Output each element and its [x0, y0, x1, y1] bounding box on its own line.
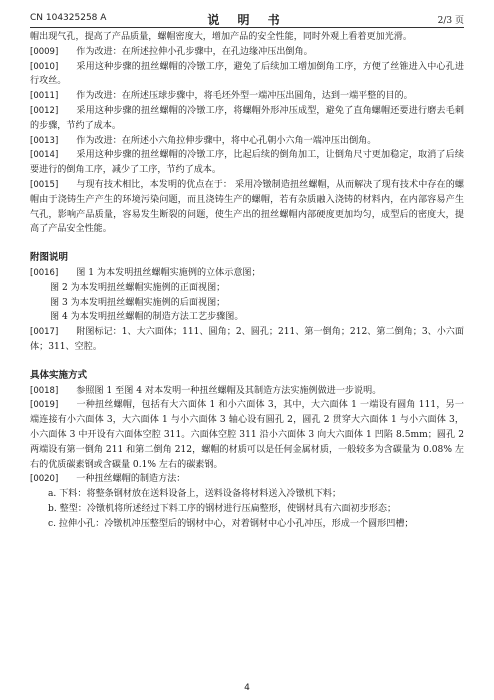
paragraph-0009 [30, 45, 464, 60]
paragraph-0015 [30, 178, 464, 237]
paragraph-number: [0011] [30, 91, 59, 102]
section-heading-embodiment: 具体实施方式 [30, 369, 88, 381]
paragraph-0013 [30, 134, 464, 149]
paragraph-continuation: 帽出现气孔，提高了产品质量，螺帽密度大，增加产品的安全性能，同时外观上看着更加光滑。 [30, 32, 412, 42]
paragraph-0019 [30, 398, 464, 472]
paragraph-0014 [30, 148, 464, 178]
paragraph-0012 [30, 104, 464, 134]
paragraph-number: [0013] [30, 135, 59, 146]
paragraph-text: 采用这种步骤的扭丝螺帽的冷镦工序，将螺帽外形冲压成型，避免了直角螺帽还要进行磨去毛刺的步骤，节约了成本。 [30, 105, 464, 131]
paragraph-number: [0009] [30, 46, 59, 57]
step-c: c. 拉伸小孔：冷镦机冲压整型后的钢材中心，对着钢材中心小孔冲压，形成一个圆形凹槽； [48, 518, 414, 529]
paragraph-text: 一种扭丝螺帽，包括有大六面体 1 和小六面体 3，其中，大六面体 1 一端设有圆角 111，另一端连接有小六面体 3，大六面体 1 与小六面体 3 轴心设有圆孔 2，圆孔 2 贯穿大六面体 1 与小六面体 3，小六面体 3 中开设有六面体空腔 311。六面体空腔 311 沿小六面体 3 向大六面体 1 凹陷 8.5mm；圆孔 2 两端设有第一倒角 211 和第二倒角 212，螺帽的材质可以是任何金属材质，一般较多为含碳量为 0.08% 左右的优质碳素钢或含碳量 0.1% 左右的碳素钢。 [30, 400, 464, 470]
step-a: a. 下料：将整条钢材放在送料设备上，送料设备将材料送入冷镦机下料； [48, 489, 342, 500]
paragraph-number: [0019] [30, 400, 59, 411]
paragraph-text: 采用这种步骤的扭丝螺帽的冷镦工序，避免了后续加工增加倒角工序，方便了丝锥进入中心孔进行攻丝。 [30, 61, 464, 87]
page-number: 4 [244, 683, 250, 693]
paragraph-text: 作为改进：在所述拉伸小孔步骤中，在孔边缘冲压出倒角。 [76, 46, 313, 57]
paragraph-number: [0014] [30, 150, 59, 161]
paragraph-0010 [30, 60, 464, 90]
header-rule [30, 27, 464, 28]
page-indicator: 2/3 页 [437, 16, 464, 26]
figure-caption-4: 图 4 为本发明扭丝螺帽的制造方法工艺步骤图。 [50, 312, 244, 323]
paragraph-number: [0012] [30, 105, 59, 116]
document-type: 说 明 书 [207, 13, 287, 27]
paragraph-0020 [30, 472, 464, 487]
paragraph-0018 [30, 384, 464, 399]
figure-caption-2: 图 2 为本发明扭丝螺帽实施例的正面视图； [50, 282, 226, 293]
paragraph-text: 采用这种步骤的扭丝螺帽的冷镦工序，比起后续的倒角加工，让倒角尺寸更加稳定，取消了后续要进行的倒角工序，减少了工序，节约了成本。 [30, 150, 464, 176]
document-body [30, 30, 464, 532]
page-header [30, 13, 464, 27]
reference-signs: 附图标记：1、大六面体；111、圆角；2、圆孔；211、第一倒角；212、第二倒角；3、小六面体；311、空腔。 [30, 327, 464, 352]
paragraph-text: 参照图 1 至图 4 对本发明一种扭丝螺帽及其制造方法实施例做进一步说明。 [76, 385, 382, 396]
figure-caption-3: 图 3 为本发明扭丝螺帽实施例的后面视图； [50, 297, 226, 308]
step-b: b. 整型：冷镦机将所述经过下料工序的钢材进行压扁整形，使钢材具有六面初步形态； [48, 503, 397, 514]
paragraph-0017 [30, 325, 464, 355]
patent-number: CN 104325258 A [30, 13, 107, 23]
paragraph-number: [0015] [30, 179, 59, 190]
paragraph-number: [0020] [30, 474, 59, 485]
paragraph-0016 [30, 266, 464, 281]
paragraph-text: 作为改进：在所述压球步骤中，将毛坯外型一端冲压出圆角，达到一端平整的目的。 [76, 91, 413, 102]
paragraph-text: 一种扭丝螺帽的制造方法： [76, 474, 186, 485]
paragraph-number: [0018] [30, 385, 59, 396]
paragraph-text: 作为改进：在所述小六角拉伸步骤中，将中心孔朝小六角一端冲压出倒角。 [76, 135, 377, 146]
paragraph-text: 与现有技术相比，本发明的优点在于： 采用冷镦制造扭丝螺帽，从而解决了现有技术中存在的螺帽由于浇铸生产产生的环境污染问题，而且浇铸生产的螺帽，若有杂质融入浇铸的材料内，在内部容易产生气孔，影响产品质量，容易发生断裂的问题，使生产出的扭丝螺帽内部硬度更加均匀，成型后的密度大，提高了产品安全性能。 [30, 179, 464, 235]
paragraph-number: [0016] [30, 267, 59, 278]
figure-caption-1: 图 1 为本发明扭丝螺帽实施例的立体示意图； [76, 267, 261, 278]
paragraph-number: [0010] [30, 61, 59, 72]
paragraph-number: [0017] [30, 327, 59, 338]
paragraph-0011 [30, 89, 464, 104]
section-heading-figures: 附图说明 [30, 252, 69, 264]
